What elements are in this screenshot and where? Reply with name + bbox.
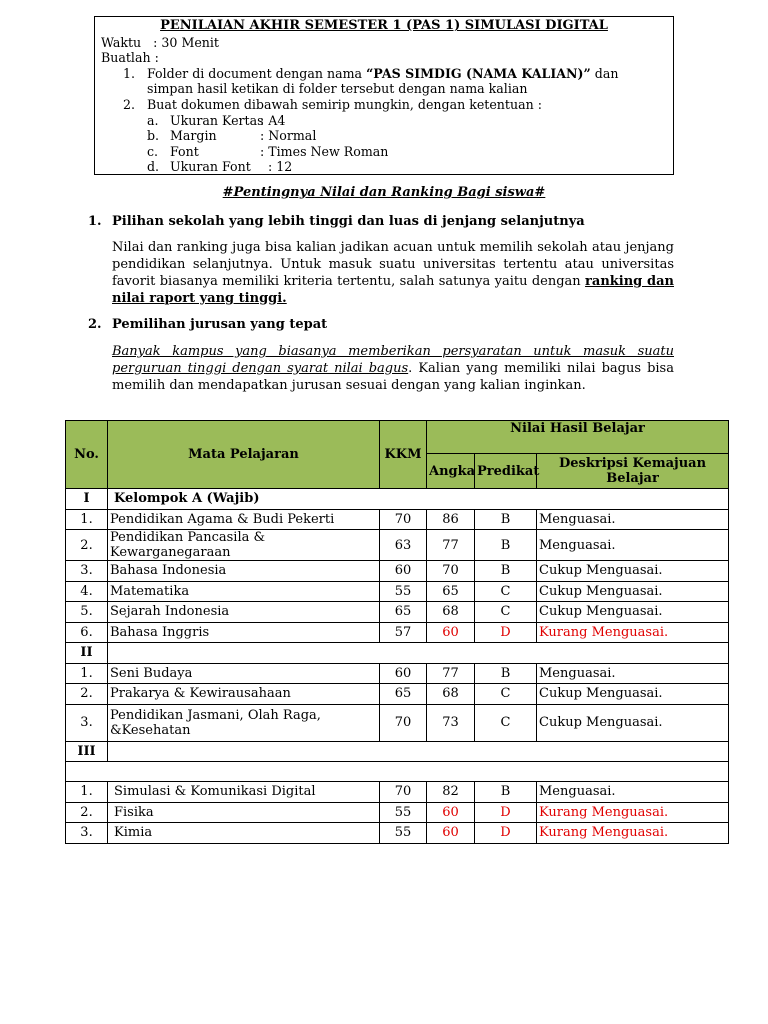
format-rule: b. Margin : Normal — [147, 128, 317, 144]
row-angka: 82 — [427, 782, 475, 803]
row-angka: 60 — [427, 622, 475, 643]
row-no: 3. — [66, 704, 108, 741]
grades-table — [65, 420, 729, 844]
row-kkm: 70 — [380, 782, 427, 803]
exam-title: PENILAIAN AKHIR SEMESTER 1 (PAS 1) SIMULASI DIGITAL — [160, 18, 608, 33]
row-mapel: Pendidikan Agama & Budi Pekerti — [108, 509, 380, 530]
table-row — [66, 561, 729, 582]
row-no: 5. — [66, 602, 108, 623]
section-title: 1. Pilihan sekolah yang lebih tinggi dan luas di jenjang selanjutnya — [88, 214, 585, 229]
spacer-row — [66, 762, 729, 782]
row-angka: 70 — [427, 561, 475, 582]
row-no: 1. — [66, 663, 108, 684]
document-heading: #Pentingnya Nilai dan Ranking Bagi siswa# — [222, 185, 546, 200]
row-mapel: Seni Budaya — [108, 663, 380, 684]
header-no: No. — [66, 421, 108, 489]
row-mapel: Simulasi & Komunikasi Digital — [108, 782, 380, 803]
row-no: 2. — [66, 802, 108, 823]
row-angka: 68 — [427, 684, 475, 705]
row-deskripsi: Kurang Menguasai. — [537, 802, 729, 823]
row-predikat: D — [475, 802, 537, 823]
format-rule: d. Ukuran Font : 12 — [147, 159, 293, 175]
row-no: 3. — [66, 561, 108, 582]
row-predikat: D — [475, 622, 537, 643]
row-predikat: C — [475, 684, 537, 705]
row-kkm: 55 — [380, 581, 427, 602]
row-angka: 77 — [427, 663, 475, 684]
header-deskripsi: Deskripsi Kemajuan Belajar — [537, 454, 729, 489]
row-kkm: 60 — [380, 561, 427, 582]
row-predikat: D — [475, 823, 537, 844]
group-row: I Kelompok A (Wajib) — [66, 489, 729, 510]
row-no: 3. — [66, 823, 108, 844]
header-predikat: Predikat — [475, 454, 537, 489]
row-kkm: 60 — [380, 663, 427, 684]
section-paragraph: Nilai dan ranking juga bisa kalian jadikan acuan untuk memilih sekolah atau jenjang pendidikan selanjutnya. Untuk masuk suatu universitas tertentu atau universitas favorit biasanya memiliki kriteria tertentu, salah satunya yaitu dengan ranking dan nilai raport yang tinggi. — [112, 240, 674, 306]
row-predikat: B — [475, 530, 537, 561]
row-angka: 77 — [427, 530, 475, 561]
row-deskripsi: Cukup Menguasai. — [537, 602, 729, 623]
table-row — [66, 663, 729, 684]
row-predikat: B — [475, 509, 537, 530]
row-angka: 60 — [427, 823, 475, 844]
row-no: 2. — [66, 530, 108, 561]
table-row — [66, 509, 729, 530]
row-angka: 86 — [427, 509, 475, 530]
header-mapel: Mata Pelajaran — [108, 421, 380, 489]
row-mapel: Prakarya & Kewirausahaan — [108, 684, 380, 705]
row-no: 6. — [66, 622, 108, 643]
row-mapel: Matematika — [108, 581, 380, 602]
table-row — [66, 622, 729, 643]
row-mapel: Bahasa Indonesia — [108, 561, 380, 582]
row-mapel: Pendidikan Pancasila & Kewarganegaraan — [108, 530, 380, 561]
group-row: II — [66, 643, 729, 664]
time-limit: Waktu : 30 Menit — [101, 34, 219, 50]
header-kkm: KKM — [380, 421, 427, 489]
section-paragraph: Banyak kampus yang biasanya memberikan persyaratan untuk masuk suatu perguruan tinggi dengan syarat nilai bagus. Kalian yang memiliki nilai bagus bisa memilih dan mendapatkan jurusan sesuai dengan yang kalian inginkan. — [112, 344, 674, 393]
format-rule: a. Ukuran Kertas: A4 — [147, 112, 286, 128]
header-angka: Angka — [427, 454, 475, 489]
instruction-item: 2. Buat dokumen dibawah semirip mungkin, dengan ketentuan : — [123, 96, 542, 112]
table-row — [66, 530, 729, 561]
row-predikat: C — [475, 581, 537, 602]
row-deskripsi: Menguasai. — [537, 509, 729, 530]
table-row — [66, 684, 729, 705]
row-deskripsi: Kurang Menguasai. — [537, 823, 729, 844]
row-predikat: B — [475, 782, 537, 803]
section-title: 2. Pemilihan jurusan yang tepat — [88, 317, 328, 332]
row-predikat: B — [475, 663, 537, 684]
table-row — [66, 802, 729, 823]
row-angka: 60 — [427, 802, 475, 823]
row-mapel: Pendidikan Jasmani, Olah Raga, &Kesehatan — [108, 704, 380, 741]
row-angka: 73 — [427, 704, 475, 741]
row-deskripsi: Menguasai. — [537, 782, 729, 803]
row-deskripsi: Cukup Menguasai. — [537, 581, 729, 602]
row-kkm: 57 — [380, 622, 427, 643]
instruction-item: 1. Folder di document dengan nama “PAS SIMDIG (NAMA KALIAN)” dan simpan hasil ketikan di folder tersebut dengan nama kalian — [123, 65, 619, 97]
instruction-box — [94, 16, 674, 175]
row-predikat: B — [475, 561, 537, 582]
row-deskripsi: Kurang Menguasai. — [537, 622, 729, 643]
header-nilai: Nilai Hasil Belajar — [427, 421, 729, 454]
row-no: 4. — [66, 581, 108, 602]
row-angka: 65 — [427, 581, 475, 602]
row-mapel: Bahasa Inggris — [108, 622, 380, 643]
row-deskripsi: Menguasai. — [537, 530, 729, 561]
row-kkm: 63 — [380, 530, 427, 561]
row-mapel: Sejarah Indonesia — [108, 602, 380, 623]
table-row — [66, 823, 729, 844]
row-kkm: 55 — [380, 802, 427, 823]
table-row — [66, 581, 729, 602]
row-mapel: Fisika — [108, 802, 380, 823]
format-rule: c. Font : Times New Roman — [147, 143, 389, 159]
row-deskripsi: Cukup Menguasai. — [537, 561, 729, 582]
row-no: 1. — [66, 782, 108, 803]
row-kkm: 65 — [380, 684, 427, 705]
table-row — [66, 602, 729, 623]
row-predikat: C — [475, 704, 537, 741]
row-kkm: 70 — [380, 704, 427, 741]
row-kkm: 70 — [380, 509, 427, 530]
row-kkm: 65 — [380, 602, 427, 623]
row-deskripsi: Cukup Menguasai. — [537, 704, 729, 741]
row-kkm: 55 — [380, 823, 427, 844]
instruction-label: Buatlah : — [101, 50, 159, 66]
row-predikat: C — [475, 602, 537, 623]
row-angka: 68 — [427, 602, 475, 623]
row-deskripsi: Menguasai. — [537, 663, 729, 684]
table-row — [66, 704, 729, 741]
row-mapel: Kimia — [108, 823, 380, 844]
row-no: 2. — [66, 684, 108, 705]
row-no: 1. — [66, 509, 108, 530]
row-deskripsi: Cukup Menguasai. — [537, 684, 729, 705]
group-row: III — [66, 741, 729, 762]
table-row — [66, 782, 729, 803]
